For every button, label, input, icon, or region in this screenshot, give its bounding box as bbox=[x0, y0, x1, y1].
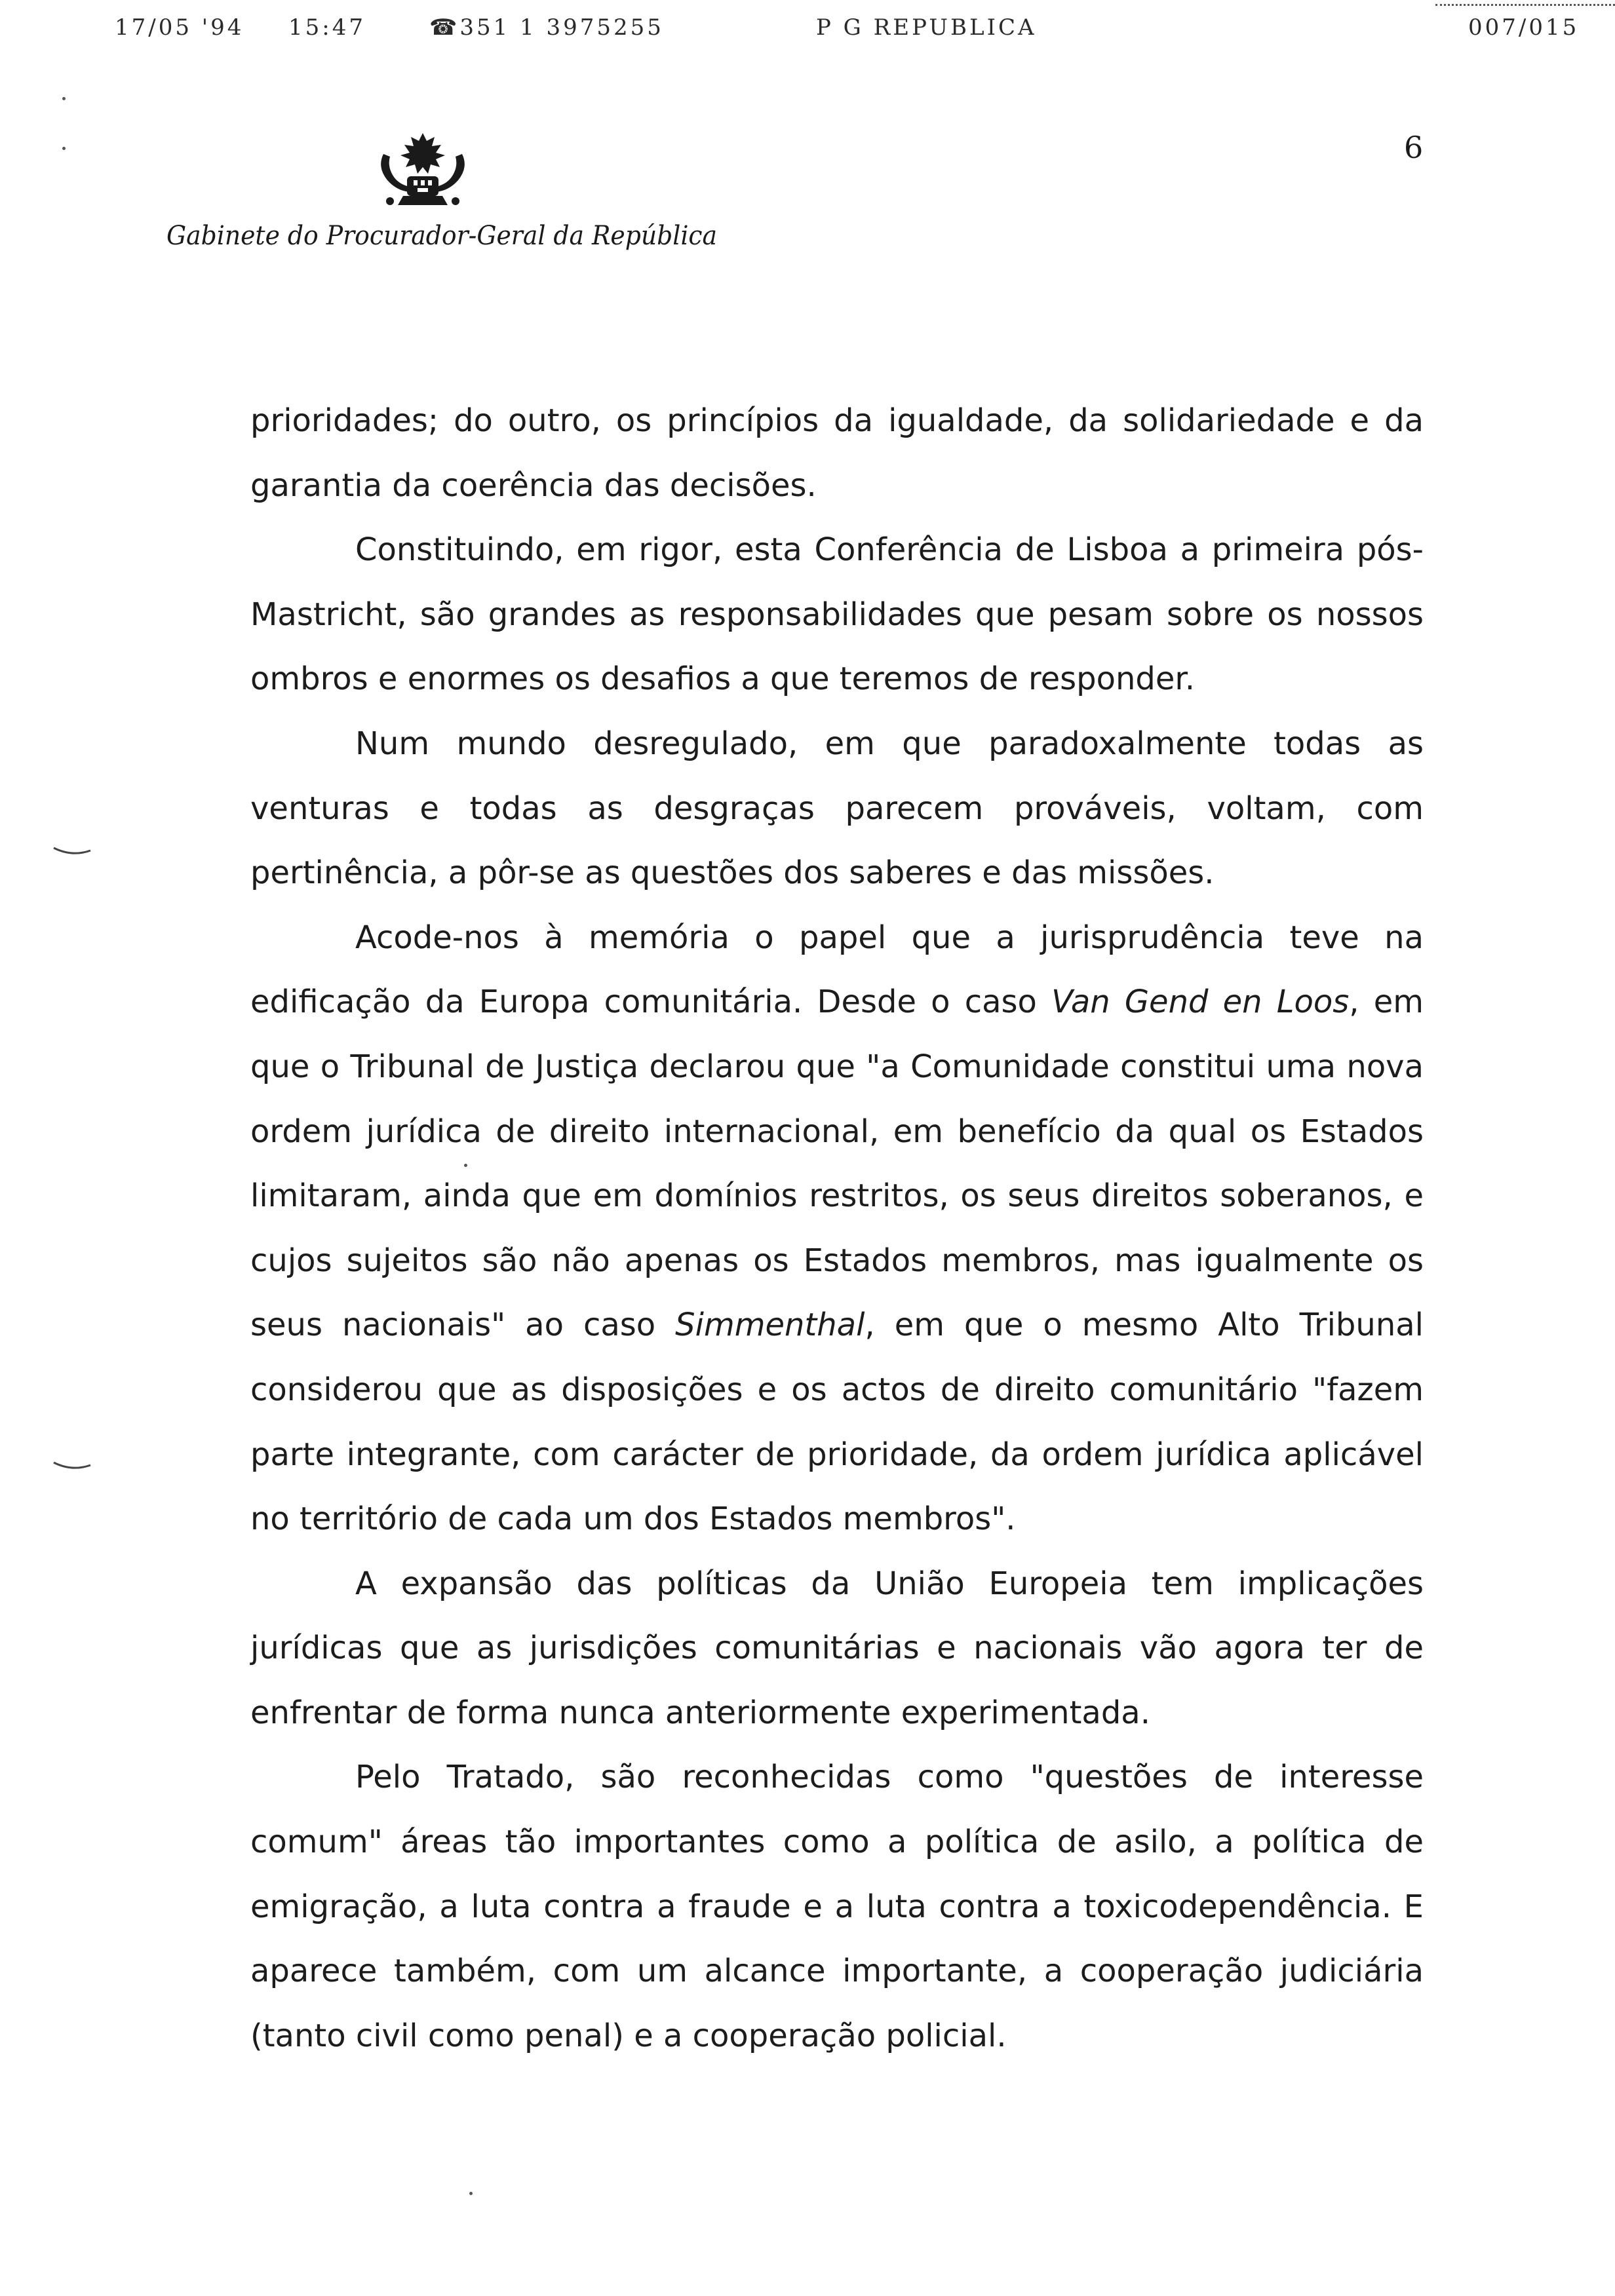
margin-mark bbox=[52, 1460, 92, 1473]
coat-of-arms-emblem bbox=[364, 128, 482, 213]
page-number: 6 bbox=[1404, 130, 1424, 165]
text-run: , em que o mesmo Alto Tribunal considerou que as disposições e os actos de direito comunitário "fazem parte integrante, com carácter de prioridade, da ordem jurídica aplicável no território de cada um dos Estados membros". bbox=[250, 1307, 1424, 1538]
document-body bbox=[250, 389, 1424, 2068]
case-name: Van Gend en Loos bbox=[1051, 984, 1350, 1021]
paragraph bbox=[250, 1552, 1424, 1746]
paragraph bbox=[250, 906, 1424, 1552]
text-run: Pelo Tratado, são reconhecidas como "questões de interesse comum" áreas tão importantes como a política de asilo, a política de emigração, a luta contra a fraude e a luta contra a toxicodependência. E aparece também, com um alcance importante, a cooperação judiciária (tanto civil como penal) e a cooperação policial. bbox=[250, 1759, 1424, 2054]
letterhead-signature bbox=[164, 206, 721, 265]
speck bbox=[469, 2192, 473, 2195]
text-run: Acode-nos à memória o papel que a jurisprudência teve na edificação da Europa comunitária. Desde o caso bbox=[250, 919, 1424, 1021]
speck bbox=[62, 97, 66, 100]
speck bbox=[62, 147, 66, 150]
fax-header-rule bbox=[1435, 4, 1615, 6]
paragraph bbox=[250, 389, 1424, 518]
margin-mark bbox=[52, 845, 92, 858]
paragraph bbox=[250, 1745, 1424, 2068]
fax-sender: P G REPUBLICA bbox=[816, 14, 1037, 41]
case-name: Simmenthal bbox=[675, 1307, 865, 1344]
text-run: Num mundo desregulado, em que paradoxalmente todas as venturas e todas as desgraças parecem prováveis, voltam, com pertinência, a pôr-se as questões dos saberes e das missões. bbox=[250, 725, 1424, 892]
text-run: Constituindo, em rigor, esta Conferência de Lisboa a primeira pós-Mastricht, são grandes as responsabilidades que pesam sobre os nossos ombros e enormes os desafios a que teremos de responder. bbox=[250, 531, 1424, 698]
fax-page-count: 007/015 bbox=[1468, 14, 1580, 41]
text-run: prioridades; do outro, os princípios da igualdade, da solidariedade e da garantia da coerência das decisões. bbox=[250, 402, 1424, 504]
text-run: A expansão das políticas da União Europeia tem implicações jurídicas que as jurisdições comunitárias e nacionais vão agora ter de enfrentar de forma nunca anteriormente experimentada. bbox=[250, 1565, 1424, 1731]
fax-date: 17/05 '94 bbox=[115, 14, 244, 41]
letterhead-text: Gabinete do Procurador-Geral da República bbox=[166, 221, 717, 251]
text-run: , em que o Tribunal de Justiça declarou que "a Comunidade constitui uma nova ordem jurídica de direito internacional, em benefício da qual os Estados limitaram, ainda que em domínios restritos, os seus direitos soberanos, e cujos sujeitos são não apenas os Estados membros, mas igualmente os seus nacionais" ao caso bbox=[250, 984, 1424, 1344]
fax-header bbox=[0, 14, 1615, 54]
fax-time: 15:47 bbox=[288, 14, 366, 41]
paragraph bbox=[250, 518, 1424, 712]
paragraph bbox=[250, 712, 1424, 906]
fax-phone: ☎351 1 3975255 bbox=[429, 14, 664, 41]
